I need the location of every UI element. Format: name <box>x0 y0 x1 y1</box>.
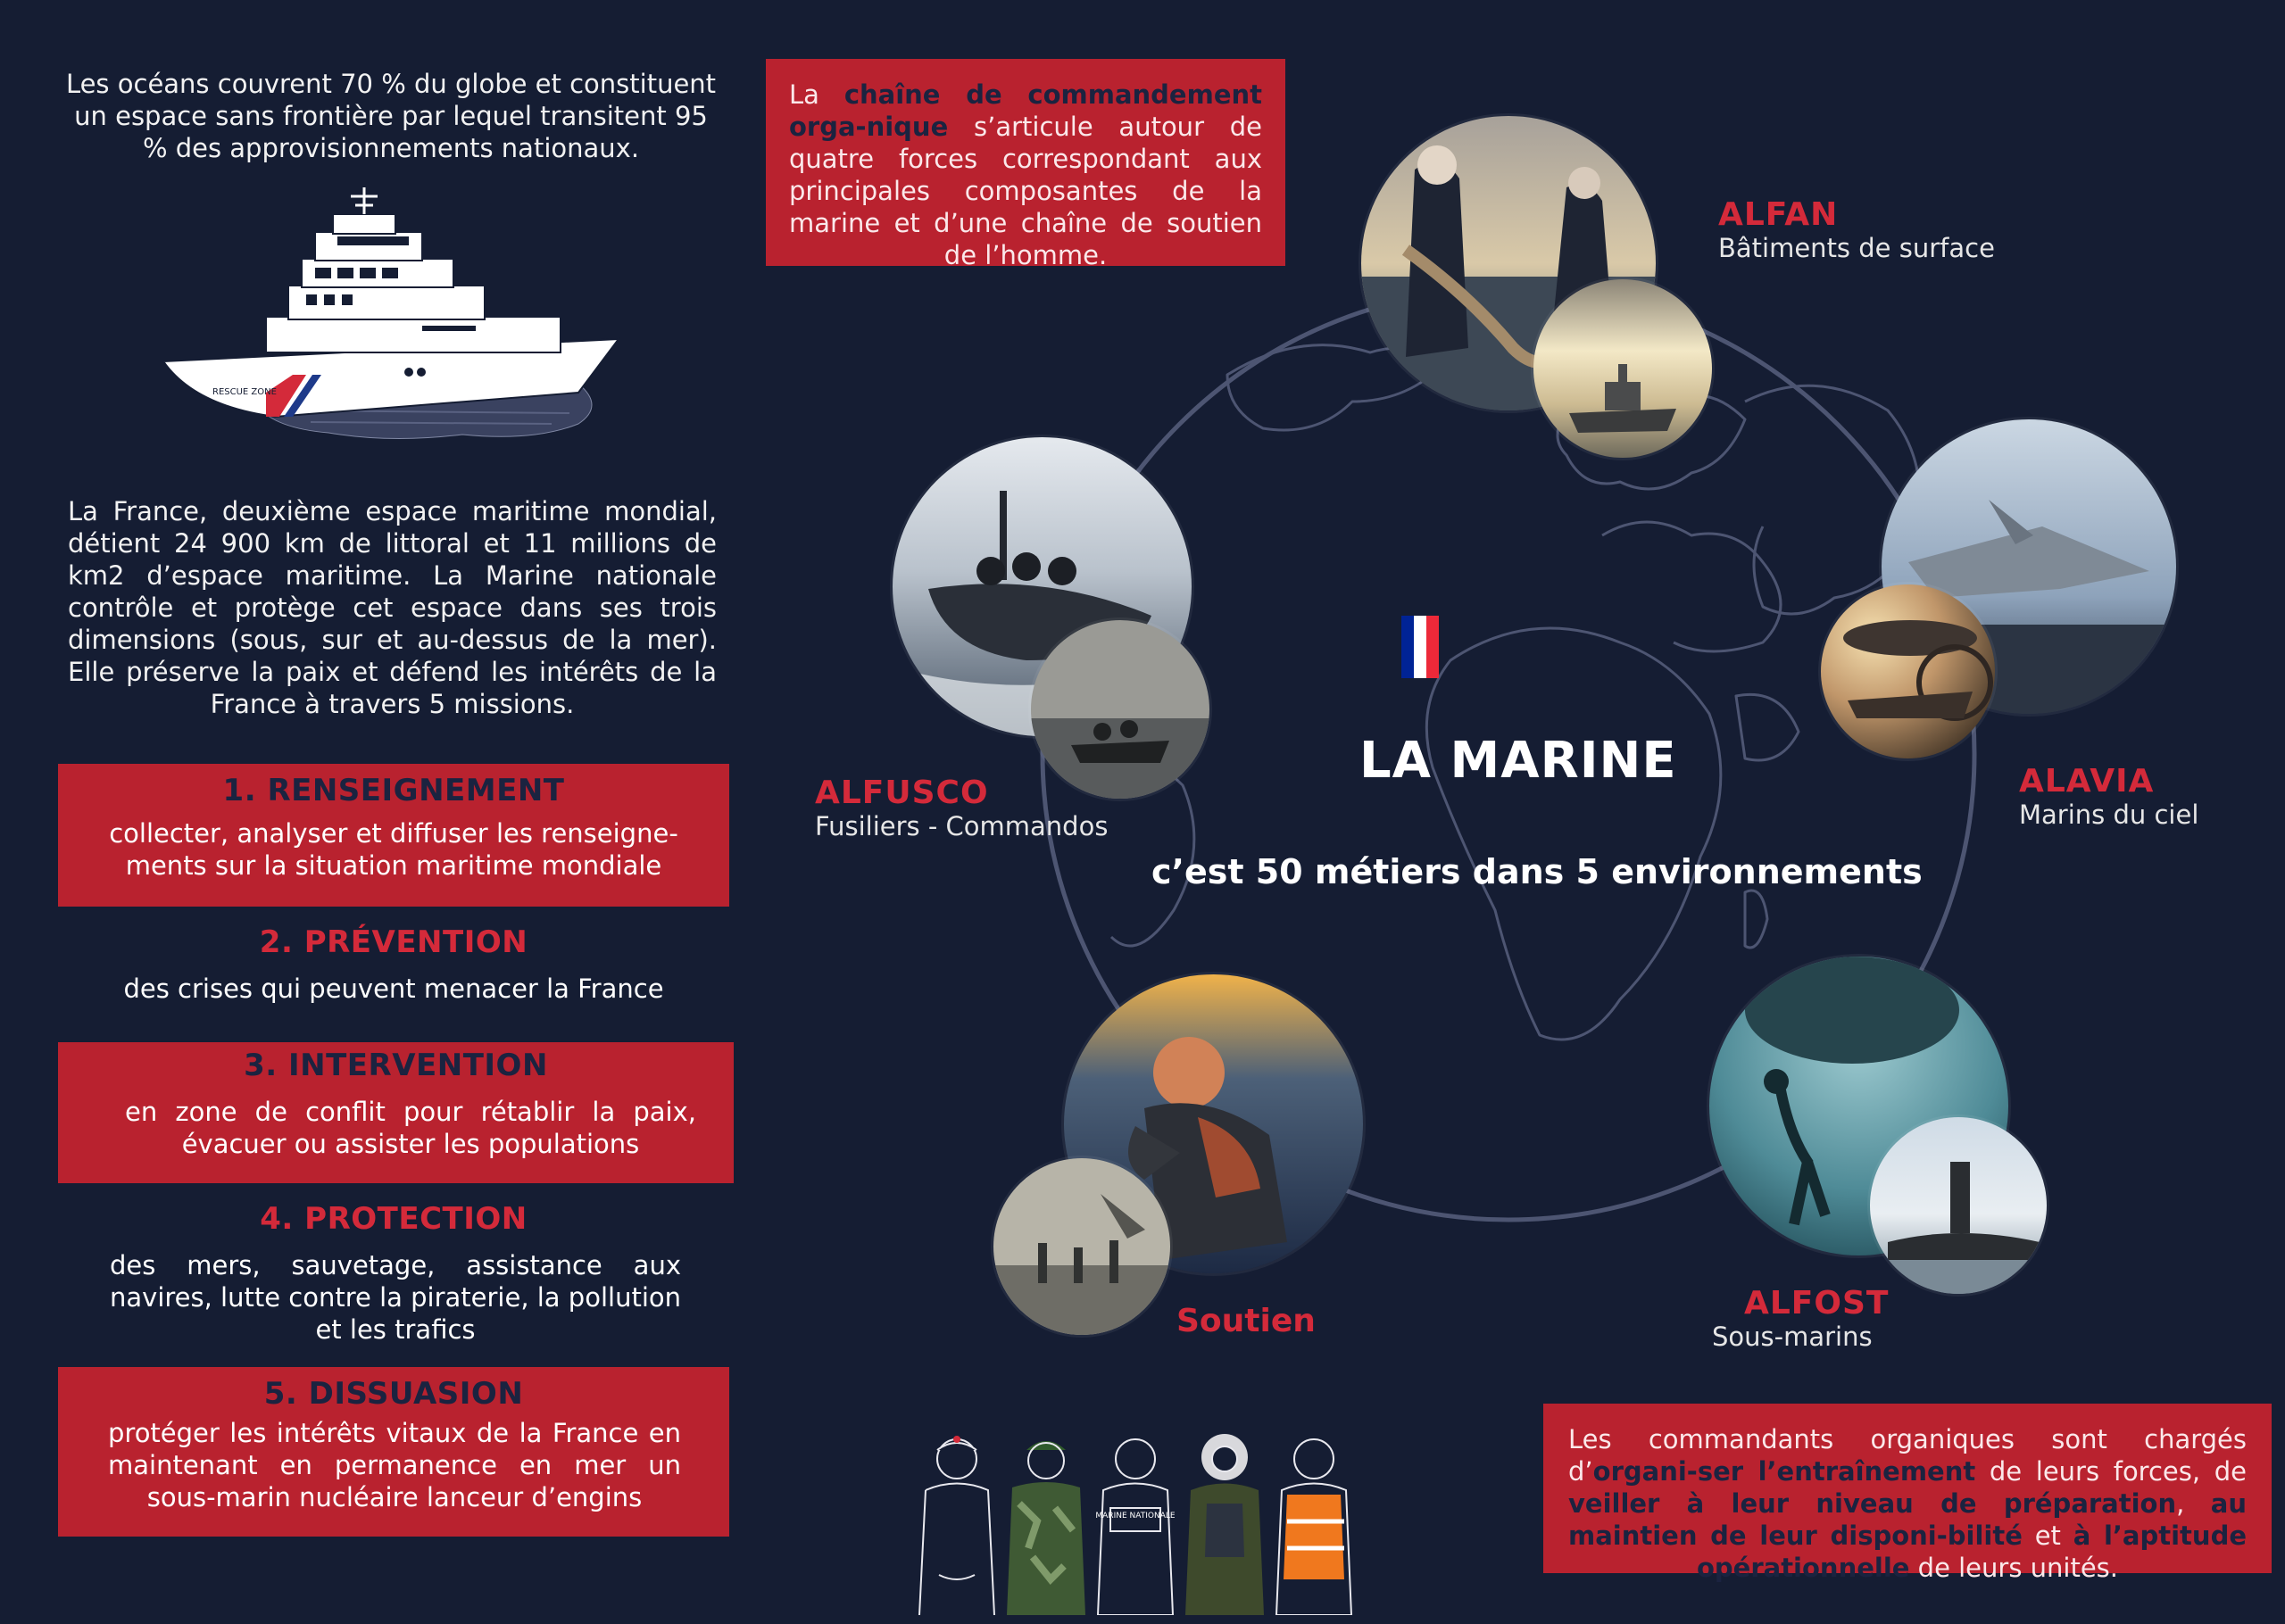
mission-desc: en zone de conflit pour rétablir la paix, évacuer ou assister les populations <box>125 1097 696 1159</box>
force-title: Soutien <box>1176 1303 1316 1339</box>
force-subtitle: Sous-marins <box>1712 1322 1873 1352</box>
force-alfusco <box>815 775 1108 841</box>
force-title: ALFAN <box>1718 196 1839 233</box>
center-title: LA MARINE <box>1359 732 1677 790</box>
vest-text: MARINE NATIONALE <box>1095 1512 1176 1520</box>
alfan-photo-ship <box>1533 279 1712 458</box>
commanders-text <box>1568 1423 2247 1584</box>
ship-illustration <box>159 183 627 442</box>
mission-intervention <box>58 1042 734 1183</box>
mission-title: 1. RENSEIGNEMENT <box>222 773 565 808</box>
force-title: ALFOST <box>1744 1285 1890 1322</box>
force-alfan <box>1718 196 1995 263</box>
chain-bold-part: chaîne de commandement orga-nique <box>789 79 1262 142</box>
commanders-text-part: Les commandants organiques sont chargés d’ <box>1568 1424 2247 1487</box>
commanders-text-part: et <box>2022 1520 2073 1551</box>
intro-oceans-text: Les océans couvrent 70 % du globe et constituent un espace sans frontière par lequel transitent 95 % des approvisionnements nationaux. <box>65 69 717 163</box>
mission-protection <box>58 1201 729 1346</box>
commanders-text-part: de leurs forces, de <box>1975 1456 2247 1487</box>
alavia-photo-hawkeye <box>1821 584 1995 758</box>
intro-france-text: La France, deuxième espace maritime mondial, détient 24 900 km de littoral et 11 millions de km2 d’espace maritime. La Marine nationale contrôle et protège cet espace dans ses trois dimensions (sous, sur et au-dessus de la mer). Elle préserve la paix et défend les intérêts de la France à travers 5 missions. <box>68 496 717 719</box>
mission-desc: des crises qui peuvent menacer la France <box>123 974 664 1004</box>
commanders-text-part: , <box>2176 1488 2211 1519</box>
alfusco-photo-commandos <box>1031 620 1209 799</box>
force-title: ALAVIA <box>2019 763 2155 800</box>
soutien-photo-deck <box>993 1158 1170 1335</box>
force-subtitle: Bâtiments de surface <box>1718 233 1995 263</box>
force-subtitle: Fusiliers - Commandos <box>815 811 1109 841</box>
mission-desc: protéger les intérêts vitaux de la France en maintenant en permanence en mer un sous-marin nucléaire lanceur d’engins <box>108 1418 681 1512</box>
force-alfost <box>1712 1285 1889 1352</box>
mission-renseignement <box>58 764 729 907</box>
force-soutien <box>1176 1303 1316 1339</box>
alfost-photo-submarine <box>1870 1117 2047 1294</box>
mission-prevention <box>58 924 729 1005</box>
force-alavia <box>2019 763 2198 830</box>
force-subtitle: Marins du ciel <box>2019 800 2199 830</box>
mission-title: 5. DISSUASION <box>263 1376 524 1412</box>
mission-title: 4. PROTECTION <box>260 1201 528 1237</box>
france-flag <box>1401 616 1439 678</box>
chain-of-command-box <box>766 59 1285 270</box>
center-subtitle: c’est 50 métiers dans 5 environnements <box>1151 852 1923 891</box>
mission-title: 3. INTERVENTION <box>244 1048 548 1083</box>
chain-text-part: La <box>789 79 844 110</box>
mission-title: 2. PRÉVENTION <box>259 924 528 960</box>
commanders-bold-part: à l’aptitude opérationnelle <box>1696 1520 2247 1583</box>
commanders-box <box>1543 1404 2272 1583</box>
mission-dissuasion <box>58 1367 729 1537</box>
commanders-text-part: de leurs unités. <box>1909 1553 2119 1583</box>
ship-hull-text: RESCUE ZONE <box>212 387 277 397</box>
sailor-figures <box>912 1423 1367 1615</box>
commanders-bold-part: au maintien de leur disponi-bilité <box>1568 1488 2248 1551</box>
mission-desc: collecter, analyser et diffuser les renseigne-ments sur la situation maritime mondiale <box>109 818 678 881</box>
force-title: ALFUSCO <box>815 775 989 811</box>
chain-of-command-text <box>789 79 1262 271</box>
commanders-bold-part: organi-ser l’entraînement <box>1592 1456 1976 1487</box>
commanders-bold-part: veiller à leur niveau de préparation <box>1568 1488 2177 1519</box>
mission-desc: des mers, sauvetage, assistance aux navires, lutte contre la piraterie, la pollution et les trafics <box>110 1250 681 1345</box>
chain-text-part: s’articule autour de quatre forces correspondant aux principales composantes de la marine et d’une chaîne de soutien de l’homme. <box>789 112 1262 270</box>
